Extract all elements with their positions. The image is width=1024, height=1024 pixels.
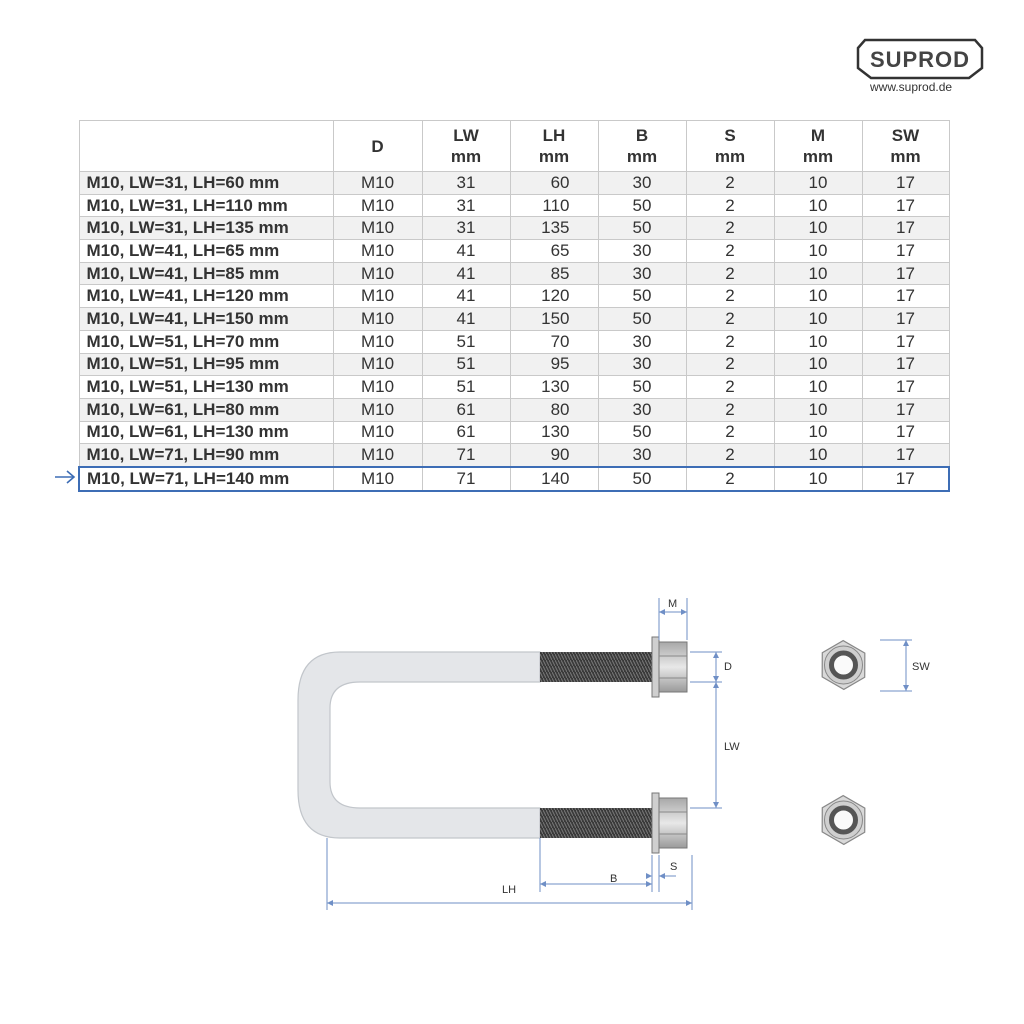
cell-s: 2 xyxy=(686,240,774,263)
cell-d: M10 xyxy=(333,398,422,421)
table-row[interactable] xyxy=(79,194,949,217)
column-header-unit: mm xyxy=(626,147,658,166)
cell-d: M10 xyxy=(333,330,422,353)
logo-wordmark: SUPROD xyxy=(869,47,971,72)
brand-logo xyxy=(856,38,984,80)
cell-lh: 130 xyxy=(510,421,598,444)
cell-sw: 17 xyxy=(862,240,949,263)
cell-s: 2 xyxy=(686,444,774,467)
dim-label-lh: LH xyxy=(502,884,517,896)
cell-name: M10, LW=61, LH=80 mm xyxy=(79,398,333,421)
cell-sw: 17 xyxy=(862,353,949,376)
table-header-row xyxy=(79,121,949,172)
cell-b: 50 xyxy=(598,376,686,399)
column-header-label: M xyxy=(810,126,826,145)
table-row[interactable] xyxy=(79,217,949,240)
cell-b: 50 xyxy=(598,285,686,308)
cell-s: 2 xyxy=(686,421,774,444)
cell-name: M10, LW=41, LH=120 mm xyxy=(79,285,333,308)
cell-sw: 17 xyxy=(862,376,949,399)
cell-sw: 17 xyxy=(862,194,949,217)
table-row[interactable] xyxy=(79,308,949,331)
cell-lw: 41 xyxy=(422,285,510,308)
cell-b: 30 xyxy=(598,330,686,353)
lower-thread xyxy=(540,808,652,838)
cell-lh: 65 xyxy=(510,240,598,263)
dimension-lines xyxy=(327,598,912,910)
column-header-label: B xyxy=(635,126,649,145)
cell-s: 2 xyxy=(686,330,774,353)
cell-name: M10, LW=41, LH=65 mm xyxy=(79,240,333,263)
table-row[interactable] xyxy=(79,467,949,491)
cell-name: M10, LW=71, LH=140 mm xyxy=(79,467,333,491)
cell-s: 2 xyxy=(686,308,774,331)
cell-lw: 41 xyxy=(422,308,510,331)
cell-b: 30 xyxy=(598,444,686,467)
cell-name: M10, LW=31, LH=60 mm xyxy=(79,172,333,195)
column-header-unit: mm xyxy=(450,147,482,166)
dim-label-lw: LW xyxy=(724,741,740,753)
table-row[interactable] xyxy=(79,398,949,421)
cell-b: 50 xyxy=(598,194,686,217)
table-row[interactable] xyxy=(79,172,949,195)
cell-name: M10, LW=41, LH=150 mm xyxy=(79,308,333,331)
table-row[interactable] xyxy=(79,376,949,399)
cell-lw: 61 xyxy=(422,398,510,421)
nut-end-view-bottom xyxy=(812,790,875,851)
cell-d: M10 xyxy=(333,262,422,285)
table-row[interactable] xyxy=(79,421,949,444)
cell-lh: 95 xyxy=(510,353,598,376)
column-header-label: LH xyxy=(542,126,566,145)
cell-d: M10 xyxy=(333,308,422,331)
upper-thread xyxy=(540,652,652,682)
cell-d: M10 xyxy=(333,421,422,444)
cell-s: 2 xyxy=(686,376,774,399)
cell-s: 2 xyxy=(686,467,774,491)
cell-sw: 17 xyxy=(862,398,949,421)
column-header-unit: mm xyxy=(714,147,746,166)
table-row[interactable] xyxy=(79,353,949,376)
cell-m: 10 xyxy=(774,172,862,195)
cell-s: 2 xyxy=(686,262,774,285)
column-header-unit: mm xyxy=(538,147,570,166)
cell-sw: 17 xyxy=(862,330,949,353)
arrow-right-icon xyxy=(54,468,78,486)
column-header-unit: mm xyxy=(802,147,834,166)
dim-label-sw: SW xyxy=(912,661,930,673)
column-header-label: SW xyxy=(891,126,920,145)
cell-b: 50 xyxy=(598,308,686,331)
column-header xyxy=(510,121,598,172)
cell-name: M10, LW=31, LH=110 mm xyxy=(79,194,333,217)
upper-flange-nut xyxy=(652,637,687,697)
column-header-label: D xyxy=(371,136,384,156)
table-row[interactable] xyxy=(79,262,949,285)
cell-m: 10 xyxy=(774,376,862,399)
cell-s: 2 xyxy=(686,353,774,376)
cell-lh: 150 xyxy=(510,308,598,331)
cell-lh: 140 xyxy=(510,467,598,491)
cell-name: M10, LW=51, LH=95 mm xyxy=(79,353,333,376)
cell-lh: 135 xyxy=(510,217,598,240)
cell-d: M10 xyxy=(333,467,422,491)
column-header-label: LW xyxy=(453,126,479,145)
cell-b: 30 xyxy=(598,398,686,421)
cell-lh: 130 xyxy=(510,376,598,399)
column-header xyxy=(79,121,333,172)
cell-name: M10, LW=61, LH=130 mm xyxy=(79,421,333,444)
cell-sw: 17 xyxy=(862,308,949,331)
cell-m: 10 xyxy=(774,398,862,421)
cell-m: 10 xyxy=(774,240,862,263)
column-header xyxy=(598,121,686,172)
cell-m: 10 xyxy=(774,194,862,217)
cell-d: M10 xyxy=(333,217,422,240)
cell-lw: 41 xyxy=(422,240,510,263)
cell-b: 30 xyxy=(598,172,686,195)
cell-name: M10, LW=51, LH=130 mm xyxy=(79,376,333,399)
cell-name: M10, LW=71, LH=90 mm xyxy=(79,444,333,467)
cell-m: 10 xyxy=(774,330,862,353)
cell-sw: 17 xyxy=(862,444,949,467)
cell-lh: 110 xyxy=(510,194,598,217)
cell-m: 10 xyxy=(774,421,862,444)
cell-b: 30 xyxy=(598,262,686,285)
cell-lw: 71 xyxy=(422,467,510,491)
cell-lw: 51 xyxy=(422,376,510,399)
cell-lw: 51 xyxy=(422,330,510,353)
cell-d: M10 xyxy=(333,353,422,376)
cell-s: 2 xyxy=(686,398,774,421)
cell-lh: 120 xyxy=(510,285,598,308)
dim-label-d: D xyxy=(724,661,732,673)
cell-d: M10 xyxy=(333,194,422,217)
cell-m: 10 xyxy=(774,308,862,331)
table-row[interactable] xyxy=(79,330,949,353)
cell-d: M10 xyxy=(333,240,422,263)
column-header xyxy=(774,121,862,172)
spec-table xyxy=(78,120,950,492)
cell-m: 10 xyxy=(774,285,862,308)
cell-b: 30 xyxy=(598,240,686,263)
cell-b: 50 xyxy=(598,467,686,491)
cell-name: M10, LW=41, LH=85 mm xyxy=(79,262,333,285)
cell-sw: 17 xyxy=(862,217,949,240)
cell-name: M10, LW=31, LH=135 mm xyxy=(79,217,333,240)
column-header-unit: mm xyxy=(890,147,921,166)
cell-m: 10 xyxy=(774,353,862,376)
cell-d: M10 xyxy=(333,376,422,399)
cell-s: 2 xyxy=(686,172,774,195)
cell-d: M10 xyxy=(333,172,422,195)
column-header xyxy=(333,121,422,172)
cell-lh: 60 xyxy=(510,172,598,195)
cell-lh: 85 xyxy=(510,262,598,285)
cell-b: 50 xyxy=(598,421,686,444)
cell-d: M10 xyxy=(333,285,422,308)
cell-s: 2 xyxy=(686,217,774,240)
cell-b: 30 xyxy=(598,353,686,376)
column-header xyxy=(422,121,510,172)
cell-s: 2 xyxy=(686,194,774,217)
cell-lw: 31 xyxy=(422,217,510,240)
cell-lw: 71 xyxy=(422,444,510,467)
cell-b: 50 xyxy=(598,217,686,240)
cell-d: M10 xyxy=(333,444,422,467)
cell-m: 10 xyxy=(774,467,862,491)
cell-sw: 17 xyxy=(862,467,949,491)
cell-s: 2 xyxy=(686,285,774,308)
cell-lw: 31 xyxy=(422,172,510,195)
cell-sw: 17 xyxy=(862,285,949,308)
column-header xyxy=(862,121,949,172)
u-bolt-technical-drawing xyxy=(0,560,1024,940)
table-row[interactable] xyxy=(79,285,949,308)
website-url: www.suprod.de xyxy=(870,80,953,94)
cell-lh: 80 xyxy=(510,398,598,421)
logo-badge xyxy=(856,38,984,80)
cell-m: 10 xyxy=(774,217,862,240)
column-header xyxy=(686,121,774,172)
cell-m: 10 xyxy=(774,262,862,285)
dim-label-s: S xyxy=(670,861,678,873)
cell-name: M10, LW=51, LH=70 mm xyxy=(79,330,333,353)
cell-sw: 17 xyxy=(862,262,949,285)
cell-sw: 17 xyxy=(862,421,949,444)
cell-lw: 31 xyxy=(422,194,510,217)
table-body xyxy=(79,172,949,491)
dim-label-b: B xyxy=(610,873,618,885)
column-header-label: S xyxy=(724,126,736,145)
nut-end-view-top xyxy=(812,635,875,696)
cell-lw: 61 xyxy=(422,421,510,444)
cell-lw: 51 xyxy=(422,353,510,376)
u-bolt-body xyxy=(298,652,540,838)
table-header xyxy=(79,121,949,172)
cell-sw: 17 xyxy=(862,172,949,195)
table-row[interactable] xyxy=(79,240,949,263)
cell-lw: 41 xyxy=(422,262,510,285)
cell-lh: 70 xyxy=(510,330,598,353)
lower-flange-nut xyxy=(652,793,687,853)
cell-m: 10 xyxy=(774,444,862,467)
cell-lh: 90 xyxy=(510,444,598,467)
table-row[interactable] xyxy=(79,444,949,467)
dim-label-m: M xyxy=(668,598,678,610)
